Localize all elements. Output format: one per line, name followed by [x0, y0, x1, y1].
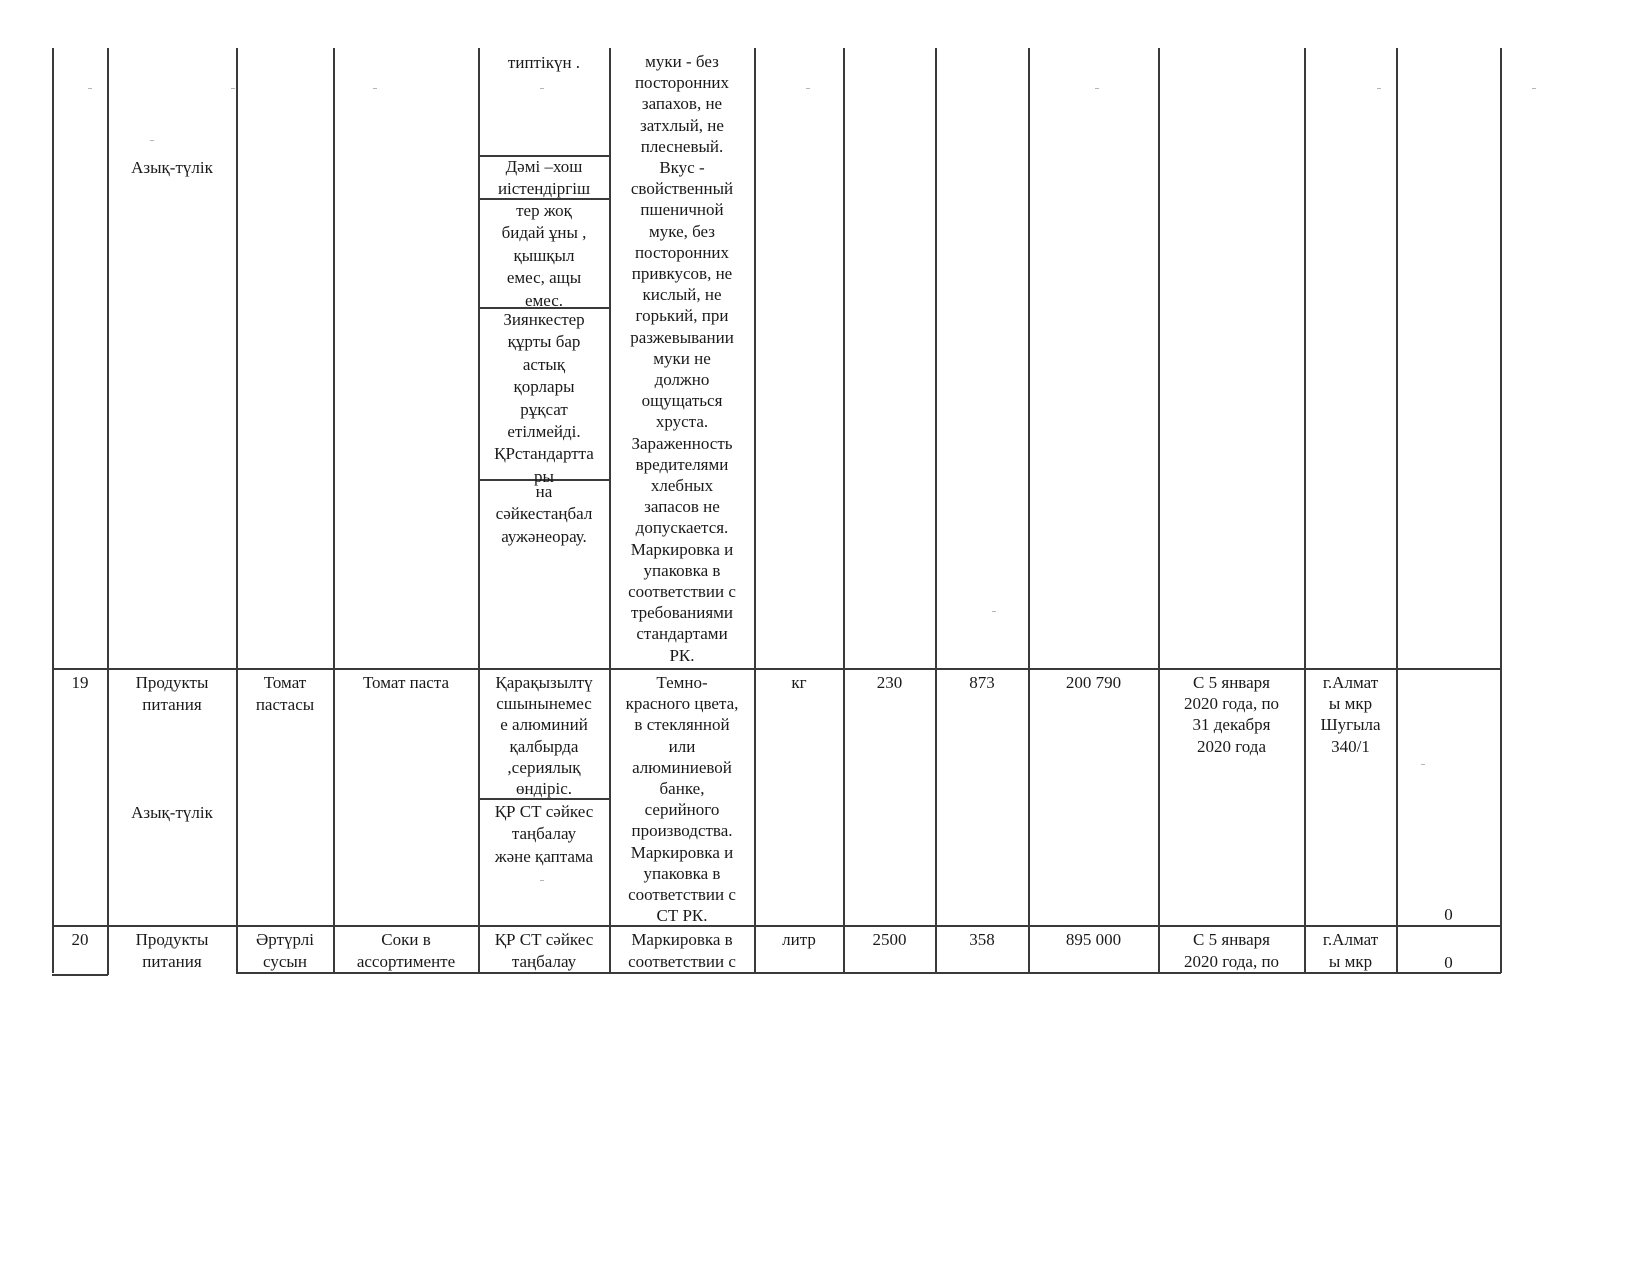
column-border — [935, 48, 937, 973]
period-cell — [1159, 929, 1304, 974]
ru-req-line: упаковка в — [643, 863, 721, 883]
scan-speck — [540, 880, 544, 881]
column-border — [754, 48, 756, 973]
ru-req-line: посторонних — [634, 242, 730, 262]
sum-cell — [1029, 929, 1158, 951]
sum-cell — [1029, 672, 1158, 694]
sum-value: 895 000 — [1065, 930, 1122, 949]
unit-value: кг — [791, 673, 807, 692]
scan-speck — [231, 88, 235, 89]
scan-speck — [540, 88, 544, 89]
category-ru-line: Продукты — [135, 673, 209, 692]
price-cell — [936, 672, 1028, 694]
period-line: 2020 года, по — [1183, 694, 1280, 714]
kz-req-line: Зиянкестер — [503, 310, 585, 329]
kz-requirement-cell — [479, 672, 609, 799]
kz-req-line: етілмейді. — [507, 422, 581, 442]
kz-req-line: Дәмі –хош — [505, 157, 583, 176]
ru-req-line: свойственный — [630, 179, 734, 199]
kz-requirement-subcell — [479, 801, 609, 868]
ru-req-line: хлебных — [650, 476, 714, 496]
column-border — [333, 48, 335, 973]
name-ru-line: Соки в — [381, 930, 431, 949]
kz-req-line: сшынынемес — [496, 694, 592, 714]
scan-speck — [1095, 88, 1099, 89]
kz-req-line: сәйкестаңбал — [495, 504, 593, 524]
ru-req-line: упаковка в — [643, 560, 721, 580]
name-kz-line: сусын — [263, 952, 307, 972]
place-cell — [1305, 672, 1396, 757]
ru-req-line: соответствии с — [628, 582, 736, 602]
price-value: 873 — [969, 673, 995, 692]
place-line: Шугыла — [1320, 715, 1381, 735]
last-column-value: 0 — [1444, 953, 1453, 972]
kz-req-line: қалбырда — [509, 736, 579, 756]
ru-req-line: или — [668, 736, 696, 756]
kz-req-line: құрты бар — [507, 332, 581, 352]
ru-req-line: ощущаться — [641, 391, 723, 411]
ru-req-line: кислый, не — [642, 285, 722, 305]
ru-req-line: плесневый. — [640, 136, 724, 156]
column-border — [1500, 48, 1502, 973]
period-cell — [1159, 672, 1304, 757]
place-cell — [1305, 929, 1396, 974]
name-ru-cell — [334, 929, 478, 974]
unit-value: литр — [782, 930, 816, 949]
kz-req-line: типтікүн . — [507, 53, 581, 72]
category-ru-line: питания — [142, 952, 202, 972]
unit-cell — [755, 672, 843, 694]
column-border — [52, 48, 54, 973]
ru-req-line: красного цвета, — [625, 694, 739, 714]
period-line: 31 декабря — [1192, 715, 1271, 735]
name-ru-cell — [334, 672, 478, 694]
ru-req-line: Маркировка и — [630, 539, 734, 559]
quantity-value: 2500 — [872, 930, 907, 949]
last-column-cell — [1397, 952, 1500, 974]
ru-req-line: Темно- — [656, 673, 708, 692]
kz-req-line: қорлары — [513, 377, 575, 397]
place-line: ы мкр — [1328, 694, 1373, 714]
kz-requirement-cell — [479, 52, 609, 74]
kz-req-line: на — [535, 482, 553, 501]
unit-cell — [755, 929, 843, 951]
ru-req-line: требованиями — [630, 603, 734, 623]
kz-req-line: таңбалау — [511, 952, 577, 972]
quantity-cell — [844, 929, 935, 951]
kz-requirement-subcell — [479, 481, 609, 548]
scan-speck — [806, 88, 810, 89]
ru-req-line: запасов не — [644, 497, 720, 517]
column-border — [236, 48, 238, 973]
period-line: 2020 года — [1196, 736, 1266, 756]
kz-req-line: астық — [522, 354, 566, 374]
kz-req-line: емес, ащы — [506, 268, 582, 288]
category-kz-cell — [108, 157, 236, 179]
last-column-value: 0 — [1444, 905, 1453, 924]
quantity-value: 230 — [876, 673, 903, 692]
scan-speck — [373, 88, 377, 89]
price-value: 358 — [969, 930, 995, 949]
ru-req-line: должно — [654, 370, 710, 390]
column-border — [843, 48, 845, 973]
sum-value: 200 790 — [1065, 673, 1122, 692]
kz-req-line: өндіріс. — [516, 779, 572, 799]
column-border — [1028, 48, 1030, 973]
ru-req-line: муки - без — [645, 52, 719, 71]
quantity-cell — [844, 672, 935, 694]
ru-req-line: соответствии с — [628, 952, 736, 972]
kz-req-line: иістендіргіш — [497, 179, 591, 199]
name-ru-line: ассортименте — [356, 952, 456, 972]
kz-req-line: ҚР СТ сәйкес — [494, 930, 594, 949]
kz-requirement-subcell — [479, 309, 609, 488]
scan-speck — [88, 88, 92, 89]
name-kz-line: Әртүрлі — [256, 930, 314, 949]
row-number — [53, 672, 107, 694]
category-ru-line: питания — [142, 695, 202, 715]
row-number — [53, 929, 107, 951]
kz-req-line: бидай ұны , — [501, 223, 587, 243]
category-kz: Азық-түлік — [131, 803, 213, 822]
period-line: С 5 января — [1193, 673, 1270, 692]
place-line: ы мкр — [1328, 952, 1373, 972]
ru-req-line: СТ РК. — [656, 906, 708, 926]
category-cell — [108, 929, 236, 974]
name-kz-line: Томат — [263, 673, 307, 692]
ru-req-line: РК. — [669, 645, 695, 665]
place-line: г.Алмат — [1322, 930, 1379, 949]
kz-req-line: ҚР СТ сәйкес — [494, 802, 594, 821]
row-number-value: 19 — [71, 673, 89, 692]
ru-req-line: производства. — [631, 821, 733, 841]
ru-req-line: Маркировка в — [631, 930, 733, 949]
ru-req-line: стандартами — [636, 624, 728, 644]
kz-req-line: ҚРстандартта — [494, 444, 594, 464]
period-line: 2020 года, по — [1183, 952, 1280, 972]
kz-requirement-cell — [479, 929, 609, 974]
ru-req-line: в стеклянной — [634, 715, 730, 735]
name-ru-line: Томат паста — [362, 673, 450, 692]
ru-req-line: серийного — [644, 800, 720, 820]
period-line: С 5 января — [1193, 930, 1270, 949]
kz-req-line: емес. — [524, 290, 564, 310]
ru-req-line: соответствии с — [628, 885, 736, 905]
kz-req-line: рұқсат — [520, 399, 568, 419]
ru-requirement-cell — [610, 929, 754, 974]
kz-req-line: тер жоқ — [516, 201, 572, 220]
ru-req-line: Зараженность — [631, 433, 733, 453]
kz-req-line: ,сериялық — [507, 757, 581, 777]
scan-speck — [150, 140, 154, 141]
scan-speck — [992, 611, 996, 612]
last-column-cell — [1397, 904, 1500, 926]
category-ru-line: Продукты — [135, 930, 209, 949]
kz-requirement-subcell — [479, 156, 609, 201]
ru-req-line: вредителями — [635, 454, 729, 474]
row-border — [52, 668, 1501, 670]
row-border — [52, 925, 1501, 927]
scan-speck — [1421, 764, 1425, 765]
ru-req-line: алюминиевой — [632, 757, 732, 777]
scan-speck — [1532, 88, 1536, 89]
ru-req-line: запахов, не — [641, 94, 723, 114]
row-number-value: 20 — [71, 930, 89, 949]
name-kz-cell — [237, 672, 333, 717]
ru-req-line: хруста. — [655, 412, 709, 432]
name-kz-line: пастасы — [255, 695, 315, 715]
kz-req-line: Қарақызылтү — [495, 673, 593, 692]
place-line: г.Алмат — [1322, 673, 1379, 692]
ru-req-line: привкусов, не — [631, 264, 733, 284]
ru-req-line: Вкус - — [659, 158, 705, 178]
kz-req-line: е алюминий — [500, 715, 588, 735]
column-border — [1158, 48, 1160, 973]
ru-req-line: разжевывании — [630, 327, 734, 347]
ru-requirement-cell — [610, 51, 754, 666]
ru-req-line: Маркировка и — [630, 842, 734, 862]
kz-req-line: және қаптама — [494, 846, 594, 866]
ru-req-line: посторонних — [634, 73, 730, 93]
kz-req-line: қышқыл — [513, 245, 575, 265]
ru-req-line: пшеничной — [640, 200, 724, 220]
ru-req-line: допускается. — [635, 518, 729, 538]
ru-req-line: затхлый, не — [640, 115, 724, 135]
category-cell — [108, 672, 236, 924]
scan-speck — [1377, 88, 1381, 89]
price-cell — [936, 929, 1028, 951]
ru-req-line: горький, при — [635, 306, 729, 326]
ru-requirement-cell — [610, 672, 754, 926]
ru-req-line: муки не — [653, 348, 711, 368]
kz-req-line: таңбалау — [511, 824, 577, 844]
category-kz: Азық-түлік — [131, 158, 213, 177]
ru-req-line: муке, без — [648, 221, 716, 241]
kz-req-line: ры — [534, 466, 554, 486]
kz-req-line: аужәнеорау. — [501, 526, 587, 546]
name-kz-cell — [237, 929, 333, 974]
column-border — [1304, 48, 1306, 973]
kz-requirement-subcell — [479, 200, 609, 312]
ru-req-line: банке, — [659, 779, 705, 799]
row-border — [52, 974, 108, 976]
column-border — [1396, 48, 1398, 973]
place-line: 340/1 — [1331, 736, 1370, 756]
